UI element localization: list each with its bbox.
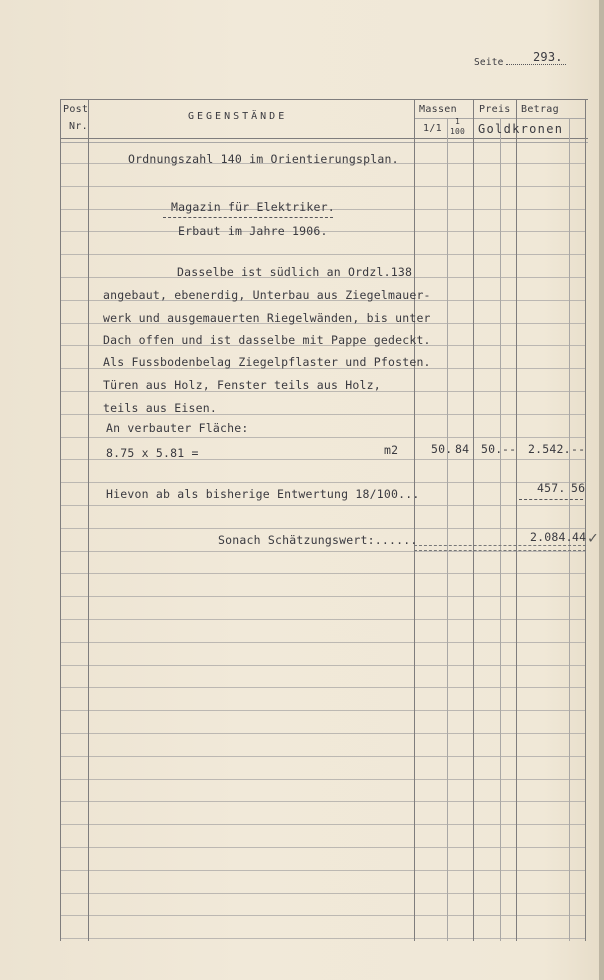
ruled-line	[60, 482, 586, 483]
ruled-line	[60, 254, 586, 255]
schaetzungswert-int: 2.084.	[530, 530, 573, 544]
abzug-value-dec: 56	[571, 481, 586, 495]
ruled-line	[60, 733, 586, 734]
area-calculation: 8.75 x 5.81 =	[106, 446, 199, 460]
ruled-line	[60, 596, 586, 597]
table-top-rule	[60, 99, 588, 100]
title-underline	[163, 217, 333, 218]
schaetzungswert-dec: 44	[572, 530, 587, 544]
ruled-line	[60, 619, 586, 620]
page-edge	[599, 0, 604, 980]
col-preis-border	[516, 99, 517, 941]
ordnungszahl-line: Ordnungszahl 140 im Orientierungsplan.	[128, 152, 399, 166]
header-bottom-rule-2	[60, 142, 588, 143]
ruled-line	[60, 573, 586, 574]
ruled-line	[60, 665, 586, 666]
col-left-border	[60, 99, 61, 941]
ruled-line	[60, 642, 586, 643]
header-nr: Nr.	[69, 121, 88, 132]
desc-line-6: Türen aus Holz, Fenster teils aus Holz,	[103, 378, 381, 392]
abzug-underline	[519, 499, 583, 500]
header-bottom-rule	[60, 138, 588, 139]
ruled-line	[60, 710, 586, 711]
header-massen: Massen	[419, 104, 457, 115]
desc-line-7: teils aus Eisen.	[103, 401, 217, 415]
betrag-value-dec: --	[571, 442, 586, 456]
ruled-line	[60, 687, 586, 688]
ruled-line	[60, 870, 586, 871]
preis-value-dec: --	[502, 442, 517, 456]
page-number-line	[506, 64, 566, 65]
abzug-label: Hievon ab als bisherige Entwertung 18/100...	[106, 487, 420, 501]
massen-value-int: 50.	[431, 442, 453, 456]
abzug-value-int: 457.	[537, 481, 566, 495]
header-massen-1-1: 1/1	[423, 123, 442, 134]
preis-value-int: 50.	[481, 442, 503, 456]
page-number: 293.	[533, 50, 563, 64]
desc-line-2: angebaut, ebenerdig, Unterbau aus Ziegelmauer-	[103, 288, 431, 302]
ruled-line	[60, 186, 586, 187]
col-post-border	[88, 99, 89, 941]
betrag-value-int: 2.542.	[528, 442, 571, 456]
ruled-line	[60, 893, 586, 894]
desc-line-4: Dach offen und ist dasselbe mit Pappe gedeckt.	[103, 333, 431, 347]
check-mark-icon: ✓	[588, 528, 598, 547]
header-massen-1-100-num: 1	[455, 117, 461, 126]
header-gegenstaende: GEGENSTÄNDE	[188, 111, 288, 122]
desc-line-5: Als Fussbodenbelag Ziegelpflaster und Pfosten.	[103, 355, 431, 369]
ruled-line	[60, 437, 586, 438]
col-right-border	[585, 99, 586, 941]
ruled-line	[60, 824, 586, 825]
ruled-line	[60, 756, 586, 757]
ruled-line	[60, 528, 586, 529]
entry-title: Magazin für Elektriker.	[171, 200, 335, 214]
col-preis-split	[500, 118, 501, 941]
header-betrag: Betrag	[521, 104, 559, 115]
ruled-line	[60, 938, 586, 939]
schaetzungswert-label: Sonach Schätzungswert:......	[218, 533, 418, 547]
ruled-line	[60, 801, 586, 802]
col-massen-border	[473, 99, 474, 941]
desc-line-3: werk und ausgemauerten Riegelwänden, bis unter	[103, 311, 431, 325]
ruled-line	[60, 505, 586, 506]
header-goldkronen: Goldkronen	[478, 122, 564, 136]
ruled-line	[60, 847, 586, 848]
header-preis: Preis	[479, 104, 511, 115]
ruled-line	[60, 915, 586, 916]
massen-value-dec: 84	[455, 442, 470, 456]
header-massen-1-100-den: 100	[450, 127, 466, 136]
built-year: Erbaut im Jahre 1906.	[178, 224, 328, 238]
area-unit: m2	[384, 443, 399, 457]
area-label: An verbauter Fläche:	[106, 421, 249, 435]
desc-line-1: Dasselbe ist südlich an Ordzl.138	[177, 265, 413, 279]
col-text-border	[414, 99, 415, 941]
header-post: Post	[63, 104, 89, 115]
page-label: Seite	[474, 57, 504, 68]
col-massen-split	[447, 118, 448, 941]
ruled-line	[60, 779, 586, 780]
total-double-underline	[414, 545, 586, 551]
